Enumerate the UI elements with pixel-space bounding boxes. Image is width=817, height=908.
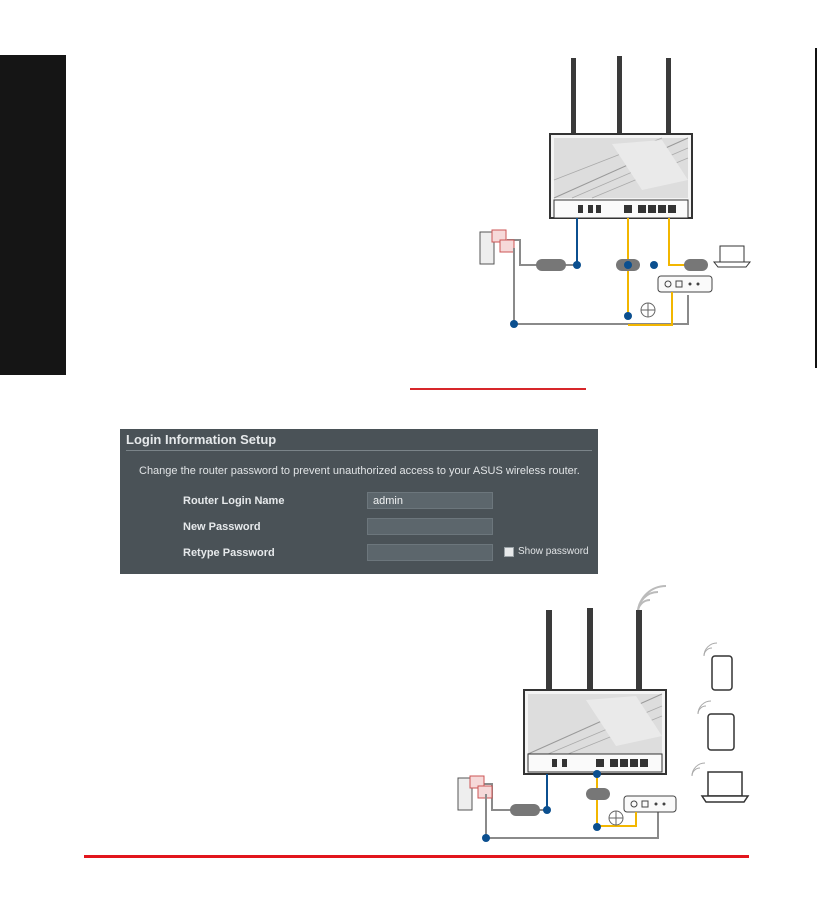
retype-password-label: Retype Password [183, 547, 275, 559]
show-password-label: Show password [518, 546, 589, 557]
wifi-icon [638, 586, 666, 612]
sidebar-tab [0, 55, 66, 375]
router-icon [550, 56, 692, 218]
router-login-name-label: Router Login Name [183, 495, 285, 507]
new-password-label: New Password [183, 521, 261, 533]
show-password-toggle[interactable] [504, 546, 589, 557]
router-login-name-input[interactable] [367, 492, 493, 509]
panel-divider [126, 450, 592, 451]
bottom-red-rule [84, 855, 749, 858]
modem-icon [658, 276, 712, 292]
red-link-underline [410, 388, 586, 390]
login-information-panel [120, 429, 598, 574]
phone-icon [704, 643, 732, 690]
wall-outlet-icon [480, 230, 514, 264]
panel-description: Change the router password to prevent unauthorized access to your ASUS wireless router. [139, 465, 580, 477]
modem-icon [624, 796, 676, 812]
panel-title: Login Information Setup [126, 432, 277, 447]
laptop-icon [692, 763, 748, 802]
tablet-icon [698, 701, 734, 750]
router-icon [524, 608, 666, 774]
new-password-input[interactable] [367, 518, 493, 535]
retype-password-input[interactable] [367, 544, 493, 561]
globe-icon [641, 303, 655, 317]
laptop-icon [714, 246, 750, 267]
wired-setup-diagram [462, 50, 762, 340]
show-password-checkbox[interactable] [504, 547, 514, 557]
globe-icon [609, 811, 623, 825]
wireless-setup-diagram [440, 582, 760, 844]
